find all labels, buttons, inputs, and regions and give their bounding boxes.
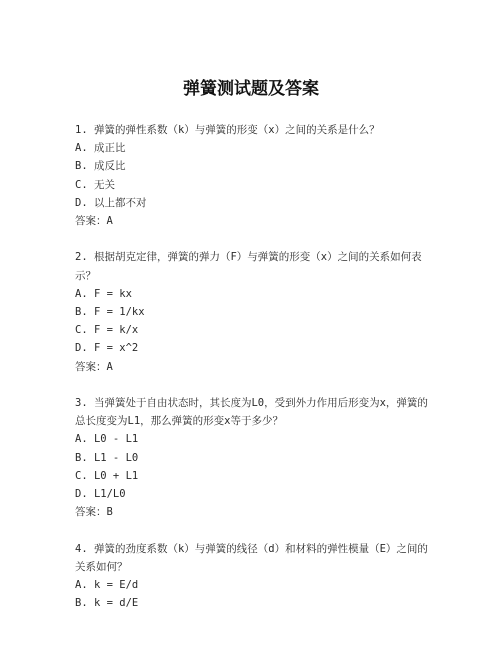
question-text: 1. 弹簧的弹性系数（k）与弹簧的形变（x）之间的关系是什么？ xyxy=(75,124,380,136)
question-3 xyxy=(75,394,435,521)
option-a: A. L0 - L1 xyxy=(75,433,139,446)
option-b: B. 成反比 xyxy=(75,160,126,173)
question-4 xyxy=(75,540,435,613)
option-b: B. k = d/E xyxy=(75,597,139,610)
document-title: 弹簧测试题及答案 xyxy=(183,79,319,99)
question-2 xyxy=(75,248,435,375)
question-text: 4. 弹簧的劲度系数（k）与弹簧的线径（d）和材料的弹性模量（E）之间的关系如何？ xyxy=(75,542,428,573)
question-1 xyxy=(75,121,435,230)
question-text: 3. 当弹簧处于自由状态时，其长度为L0，受到外力作用后形变为x，弹簧的总长度变为L1，那么弹簧的形变x等于多少？ xyxy=(75,397,428,428)
option-b: B. L1 - L0 xyxy=(75,451,139,464)
option-d: D. F = x^2 xyxy=(75,342,139,355)
answer: 答案：B xyxy=(75,506,113,519)
option-b: B. F = 1/kx xyxy=(75,306,145,319)
answer: 答案：A xyxy=(75,215,113,228)
option-c: C. L0 + L1 xyxy=(75,469,139,482)
question-list xyxy=(75,121,435,631)
option-c: C. 无关 xyxy=(75,178,115,191)
answer: 答案：A xyxy=(75,360,113,373)
question-text: 2. 根据胡克定律，弹簧的弹力（F）与弹簧的形变（x）之间的关系如何表示？ xyxy=(75,251,422,282)
option-a: A. k = E/d xyxy=(75,579,139,592)
option-d: D. 以上都不对 xyxy=(75,196,147,209)
option-a: A. F = kx xyxy=(75,287,132,300)
option-c: C. F = k/x xyxy=(75,324,139,337)
option-d: D. L1/L0 xyxy=(75,488,126,501)
option-a: A. 成正比 xyxy=(75,142,126,155)
